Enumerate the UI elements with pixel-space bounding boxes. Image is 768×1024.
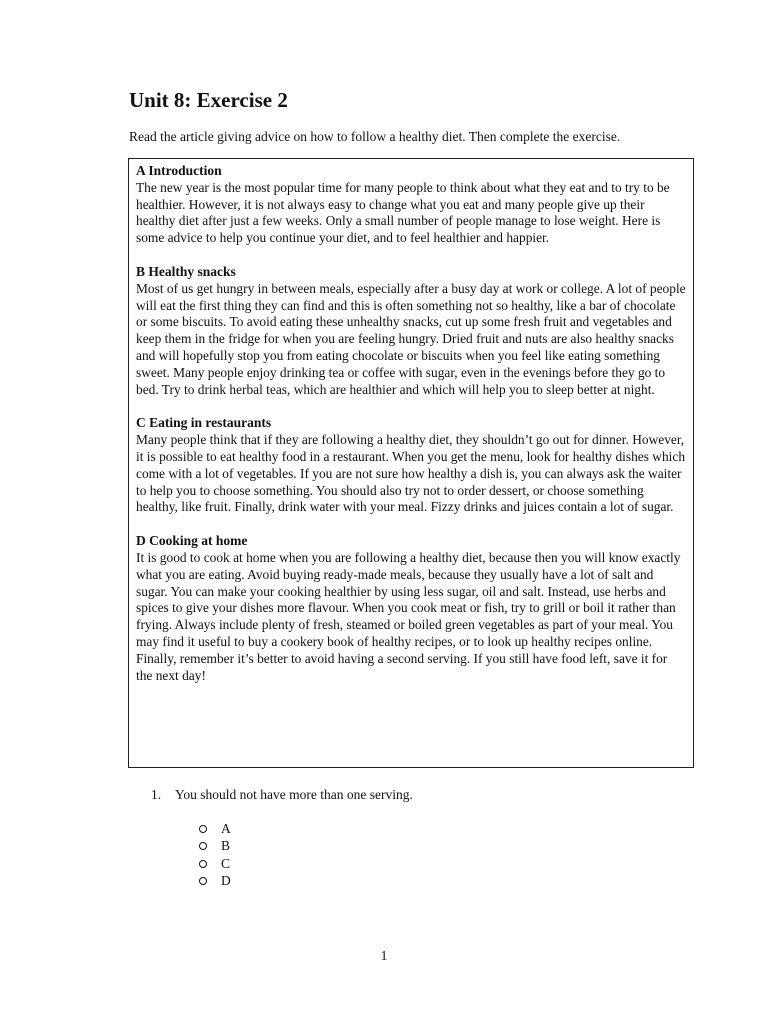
article-box xyxy=(128,158,694,768)
section-body: Many people think that if they are following a healthy diet, they shouldn’t go out for dinner. However, it is possible to eat healthy food in a restaurant. When you get the menu, look for healthy dishes which come with a lot of vegetables. If you are not sure how healthy a dish is, you can always ask the waiter to help you to choose something. You should also try not to order dessert, or choose something healthy, like fruit. Finally, drink water with your meal. Fizzy drinks and juices contain a lot of sugar. xyxy=(136,432,686,515)
option-b[interactable] xyxy=(199,838,231,856)
option-c[interactable] xyxy=(199,855,231,873)
option-label: D xyxy=(221,873,231,889)
radio-circle-icon[interactable] xyxy=(199,842,207,850)
section-eating-in-restaurants xyxy=(136,415,686,516)
option-label: C xyxy=(221,855,231,871)
option-d[interactable] xyxy=(199,873,231,891)
instructions-text: Read the article giving advice on how to follow a healthy diet. Then complete the exercise. xyxy=(129,129,621,144)
page-number: 1 xyxy=(380,948,388,963)
section-body: The new year is the most popular time for many people to think about what they eat and to try to be healthier. However, it is not always easy to change what you eat and many people give up their healthy diet after just a few weeks. Only a small number of people manage to lose weight. Here is some advice to help you continue your diet, and to feel healthier and happier. xyxy=(136,179,670,246)
question-number: 1. xyxy=(151,787,162,802)
radio-circle-icon[interactable] xyxy=(199,825,207,833)
option-a[interactable] xyxy=(199,820,231,838)
section-heading: B Healthy snacks xyxy=(136,263,236,279)
section-heading: D Cooking at home xyxy=(136,533,248,549)
radio-circle-icon[interactable] xyxy=(199,877,207,885)
section-heading: A Introduction xyxy=(136,163,222,178)
option-label: A xyxy=(221,820,231,836)
section-healthy-snacks xyxy=(136,264,686,398)
section-introduction xyxy=(136,163,686,247)
section-body: Most of us get hungry in between meals, especially after a busy day at work or college. A lot of people will eat the first thing they can find and this is often something not so healthy, like a bar of chocolate or some biscuits. To avoid eating these unhealthy snacks, cut up some fresh fruit and vegetables and keep them in the fridge for when you are feeling hungry. Dried fruit and nuts are also healthy snacks and will hopefully stop you from eating chocolate or biscuits when you feel like eating something sweet. Many people enjoy drinking tea or coffee with sugar, even in the evenings before they go to bed. Try to drink herbal teas, which are healthier and which will help you to sleep better at night. xyxy=(136,280,686,397)
section-heading: C Eating in restaurants xyxy=(136,415,272,431)
page-title: Unit 8: Exercise 2 xyxy=(129,88,288,112)
option-label: B xyxy=(221,838,231,854)
question-1 xyxy=(151,786,413,804)
answer-options xyxy=(199,820,231,890)
section-body: It is good to cook at home when you are following a healthy diet, because then you will know exactly what you are eating. Avoid buying ready-made meals, because they usually have a lot of salt and sugar. You can make your cooking healthier by using less sugar, oil and salt. Instead, use herbs and spices to give your dishes more flavour. When you cook meat or fish, try to grill or boil it rather than frying. Always include plenty of fresh, steamed or boiled green vegetables as part of your meal. You may find it useful to buy a cookery book of healthy recipes, or to look up healthy recipes online. Finally, remember it’s better to avoid having a second serving. If you still have food left, save it for the next day! xyxy=(136,549,681,683)
radio-circle-icon[interactable] xyxy=(199,860,207,868)
question-text: You should not have more than one serving. xyxy=(175,787,413,802)
section-cooking-at-home xyxy=(136,533,686,684)
